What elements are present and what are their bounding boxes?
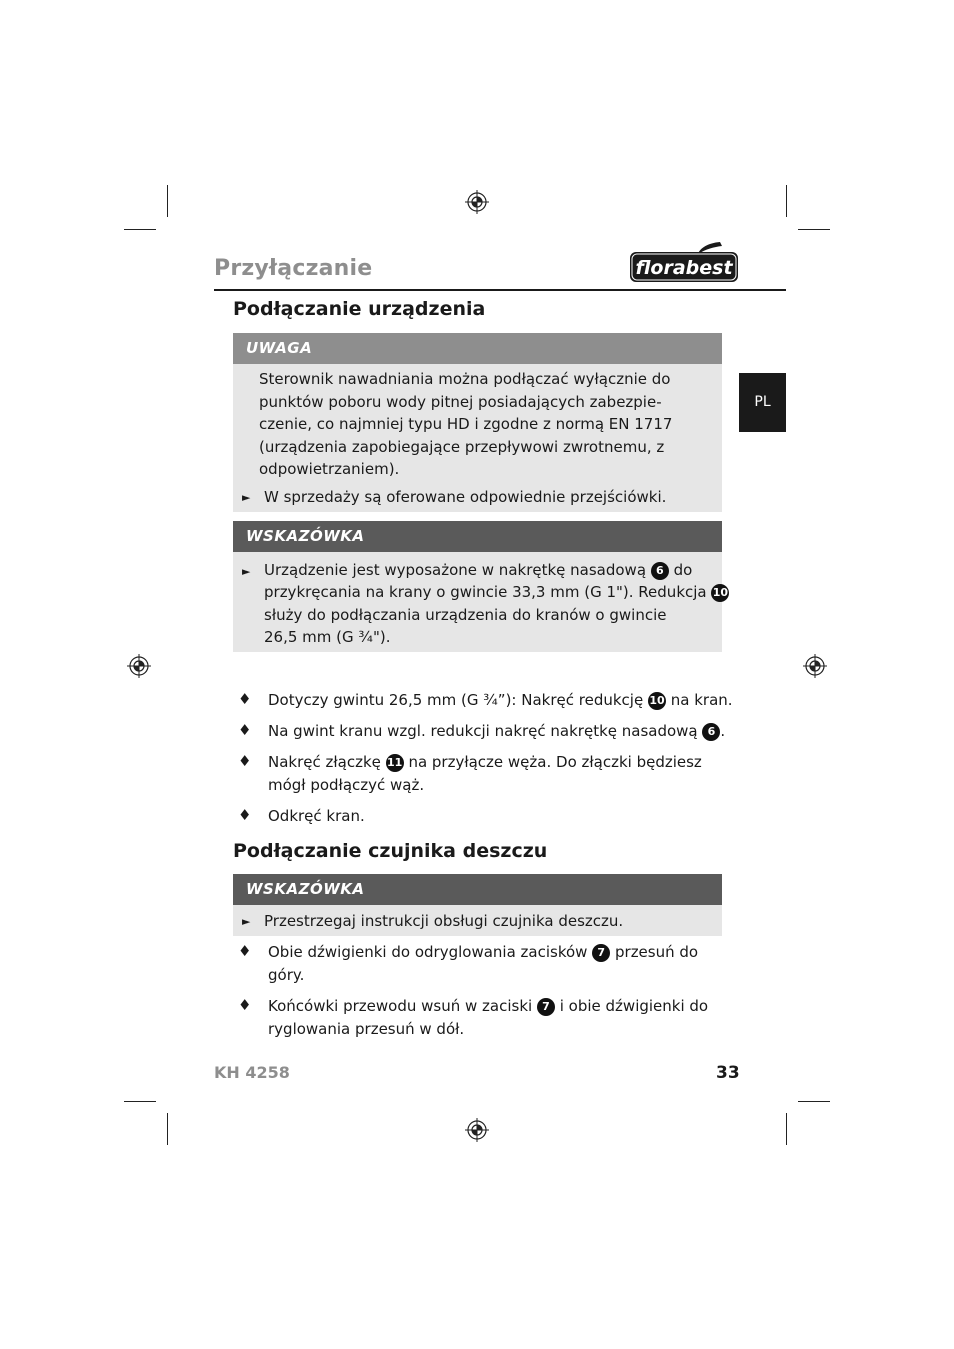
step-item: Na gwint kranu wzgl. redukcji nakręć nakrętkę nasadową 6 .: [268, 722, 726, 740]
part-number-badge: 6: [651, 562, 669, 580]
hint-box-header: WSKAZÓWKA: [233, 521, 722, 552]
step-item-continuation: góry.: [268, 966, 305, 984]
step-item: Końcówki przewodu wsuń w zaciski 7 i obie dźwigienki do: [268, 997, 709, 1015]
step-item: Odkręć kran.: [268, 807, 365, 825]
florabest-logo: [628, 240, 740, 284]
part-number-badge: 11: [386, 754, 404, 772]
diamond-bullet-icon: ♦: [238, 690, 252, 708]
step-item-continuation: ryglowania przesuń w dół.: [268, 1020, 465, 1038]
crop-mark: [124, 229, 156, 230]
step-item: Nakręć złączkę 11 na przyłącze węża. Do złączki będziesz: [268, 753, 702, 771]
crop-mark: [167, 185, 168, 217]
diamond-bullet-icon: ♦: [238, 942, 252, 960]
part-number-badge: 10: [648, 692, 666, 710]
hint-text-line: Urządzenie jest wyposażone w nakrętkę nasadową 6 do: [264, 561, 693, 579]
step-item: Obie dźwigienki do odryglowania zacisków 7 przesuń do: [268, 943, 699, 961]
registration-mark-icon: [803, 654, 827, 678]
language-tab: PL: [739, 373, 786, 432]
crop-mark: [786, 185, 787, 217]
warning-text-line: czenie, co najmniej typu HD i zgodne z normą EN 1717: [259, 415, 673, 433]
crop-mark: [167, 1113, 168, 1145]
warning-bullet-text: W sprzedaży są oferowane odpowiednie przejściówki.: [264, 488, 667, 506]
registration-mark-icon: [127, 654, 151, 678]
hint-box-header: WSKAZÓWKA: [233, 874, 722, 905]
diamond-bullet-icon: ♦: [238, 996, 252, 1014]
registration-mark-icon: [465, 190, 489, 214]
arrow-right-icon: ►: [242, 491, 251, 504]
page-number: 33: [716, 1063, 740, 1083]
part-number-badge: 7: [592, 944, 610, 962]
section-heading: Podłączanie urządzenia: [233, 298, 486, 320]
page-title: Przyłączanie: [214, 256, 373, 281]
title-rule: [214, 289, 786, 291]
arrow-right-icon: ►: [242, 915, 251, 928]
logo-text: florabest: [635, 257, 733, 279]
arrow-right-icon: ►: [242, 565, 251, 578]
crop-mark: [798, 229, 830, 230]
hint-text-line: przykręcania na krany o gwincie 33,3 mm (G 1"). Redukcja 10: [264, 583, 729, 601]
crop-mark: [786, 1113, 787, 1145]
step-item-continuation: mógł podłączyć wąż.: [268, 776, 425, 794]
warning-text-line: odpowietrzaniem).: [259, 460, 400, 478]
step-item: Dotyczy gwintu 26,5 mm (G ¾”): Nakręć redukcję 10 na kran.: [268, 691, 733, 709]
hint-text-line: 26,5 mm (G ¾").: [264, 628, 391, 646]
part-number-badge: 7: [537, 998, 555, 1016]
section-heading: Podłączanie czujnika deszczu: [233, 840, 548, 862]
hint-bullet-text: Przestrzegaj instrukcji obsługi czujnika deszczu.: [264, 912, 624, 930]
model-number: KH 4258: [214, 1063, 290, 1082]
part-number-badge: 6: [702, 723, 720, 741]
crop-mark: [124, 1101, 156, 1102]
warning-text-line: (urządzenia zapobiegające przepływowi zwrotnemu, z: [259, 438, 665, 456]
warning-text-line: Sterownik nawadniania można podłączać wyłącznie do: [259, 370, 671, 388]
registration-mark-icon: [465, 1118, 489, 1142]
hint-text-line: służy do podłączania urządzenia do kranów o gwincie: [264, 606, 667, 624]
diamond-bullet-icon: ♦: [238, 721, 252, 739]
part-number-badge: 10: [711, 584, 729, 602]
warning-text-line: punktów poboru wody pitnej posiadających zabezpie-: [259, 393, 662, 411]
warning-box-header: UWAGA: [233, 333, 722, 364]
diamond-bullet-icon: ♦: [238, 806, 252, 824]
diamond-bullet-icon: ♦: [238, 752, 252, 770]
crop-mark: [798, 1101, 830, 1102]
